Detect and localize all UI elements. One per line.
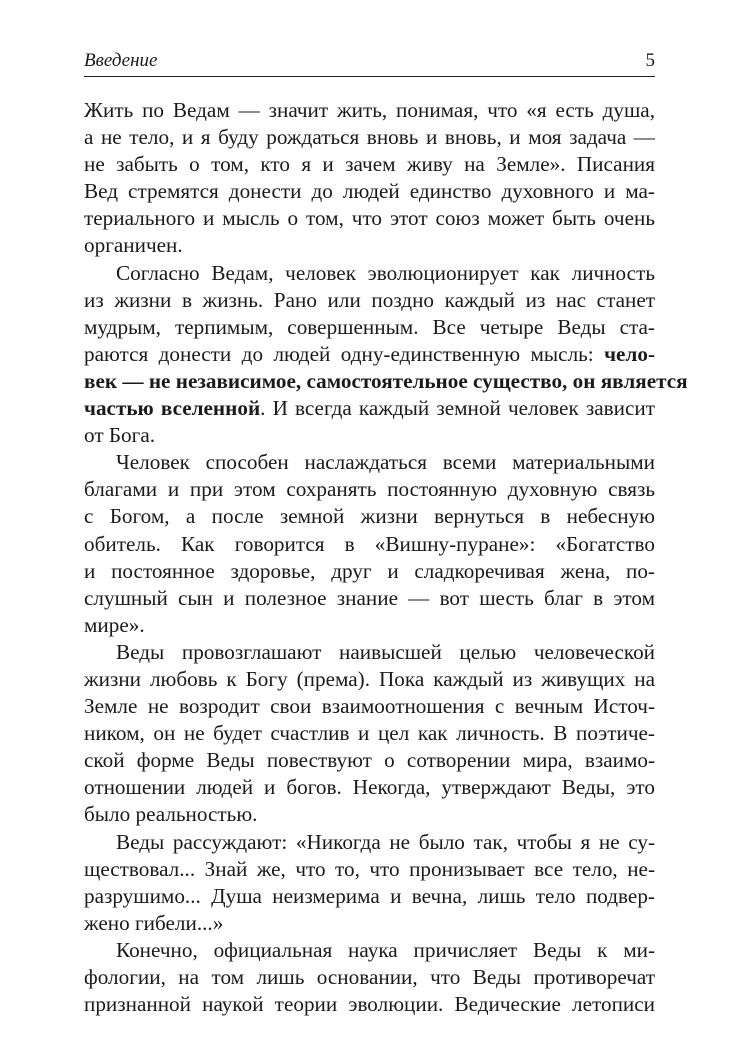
- bold-run: чело-: [604, 341, 655, 366]
- text-line: не забыть о том, кто я и зачем живу на Земле». Писания: [84, 152, 655, 177]
- text-line: отношении людей и богов. Некогда, утверждают Веды, это: [84, 775, 655, 800]
- text-line: ником, он не будет счастлив и цел как личность. В поэтиче-: [84, 721, 655, 746]
- text-line: и постоянное здоровье, друг и сладкоречивая жена, по-: [84, 558, 655, 583]
- text-line: фологии, на том лишь основании, что Веды противоречат: [84, 965, 655, 989]
- text-line: Веды рассуждают: «Никогда не было так, чтобы я не су-: [116, 829, 655, 854]
- text-line: мудрым, терпимым, совершенным. Все четыре Веды ста-: [84, 314, 655, 339]
- text-line: ществовал... Знай же, что то, что пронизывает все тело, не-: [84, 856, 655, 881]
- text-line: из жизни в жизнь. Рано или поздно каждый из нас станет: [84, 287, 655, 312]
- text-line: Веды провозглашают наивысшей целью человеческой: [116, 639, 655, 664]
- text-line: жизни любовь к Богу (према). Пока каждый из живущих на: [84, 666, 655, 691]
- text-line: Конечно, официальная наука причисляет Веды к ми-: [116, 937, 655, 962]
- text-line: Согласно Ведам, человек эволюционирует как личность: [116, 260, 655, 285]
- text-line: Человек способен наслаждаться всеми материальными: [116, 450, 655, 475]
- text-line: обитель. Как говорится в «Вишну-пуране»: «Богатство: [84, 531, 655, 556]
- text-line-mixed: [84, 341, 655, 368]
- text-line: а не тело, и я буду рождаться вновь и вновь, и моя задача —: [84, 125, 655, 150]
- bold-run: век — не независимое, самостоятельное существо, он является: [84, 368, 688, 393]
- text-line: благами и при этом сохранять постоянную духовную связь: [84, 477, 655, 502]
- text-line: Вед стремятся донести до людей единство духовного и ма-: [84, 179, 655, 204]
- paragraph-4: [84, 639, 655, 829]
- text-line: органичен.: [84, 233, 183, 258]
- text-line: с Богом, а после земной жизни вернуться в небесную: [84, 504, 655, 529]
- text-line-mixed: [84, 395, 655, 422]
- text-line: ской форме Веды повествуют о сотворении мира, взаимо-: [84, 748, 655, 773]
- text-run: . И всегда каждый земной человек зависит: [260, 396, 655, 421]
- text-line: мире».: [84, 612, 145, 637]
- text-line: Жить по Ведам — значит жить, понимая, что «я есть душа,: [84, 98, 655, 122]
- text-line: разрушимо... Душа неизмерима и вечна, лишь тело подвер-: [84, 883, 655, 908]
- text-line: Земле не возродит свои взаимоотношения с вечным Источ-: [84, 694, 655, 719]
- paragraph-3: [84, 449, 655, 639]
- paragraph-5: [84, 829, 655, 937]
- bold-run: частью вселенной: [84, 396, 261, 421]
- running-header: [84, 46, 655, 77]
- text-line: жено гибели...»: [84, 910, 224, 935]
- paragraph-6: [84, 937, 655, 1018]
- body-text: [84, 97, 688, 1018]
- text-run: раются донести до людей одну-единственную мысль:: [84, 341, 605, 366]
- text-line: териального и мысль о том, что этот союз может быть очень: [84, 206, 655, 231]
- paragraph-1: [84, 97, 655, 260]
- paragraph-2: [84, 260, 688, 450]
- text-line-bold: [84, 368, 688, 395]
- text-line: было реальностью.: [84, 802, 258, 827]
- text-line: признанной наукой теории эволюции. Ведические летописи: [84, 992, 655, 1017]
- chapter-title: Введение: [84, 50, 158, 71]
- page-number: 5: [645, 50, 655, 71]
- text-line: от Бога.: [84, 423, 156, 448]
- text-line: слушный сын и полезное знание — вот шесть благ в этом: [84, 585, 655, 610]
